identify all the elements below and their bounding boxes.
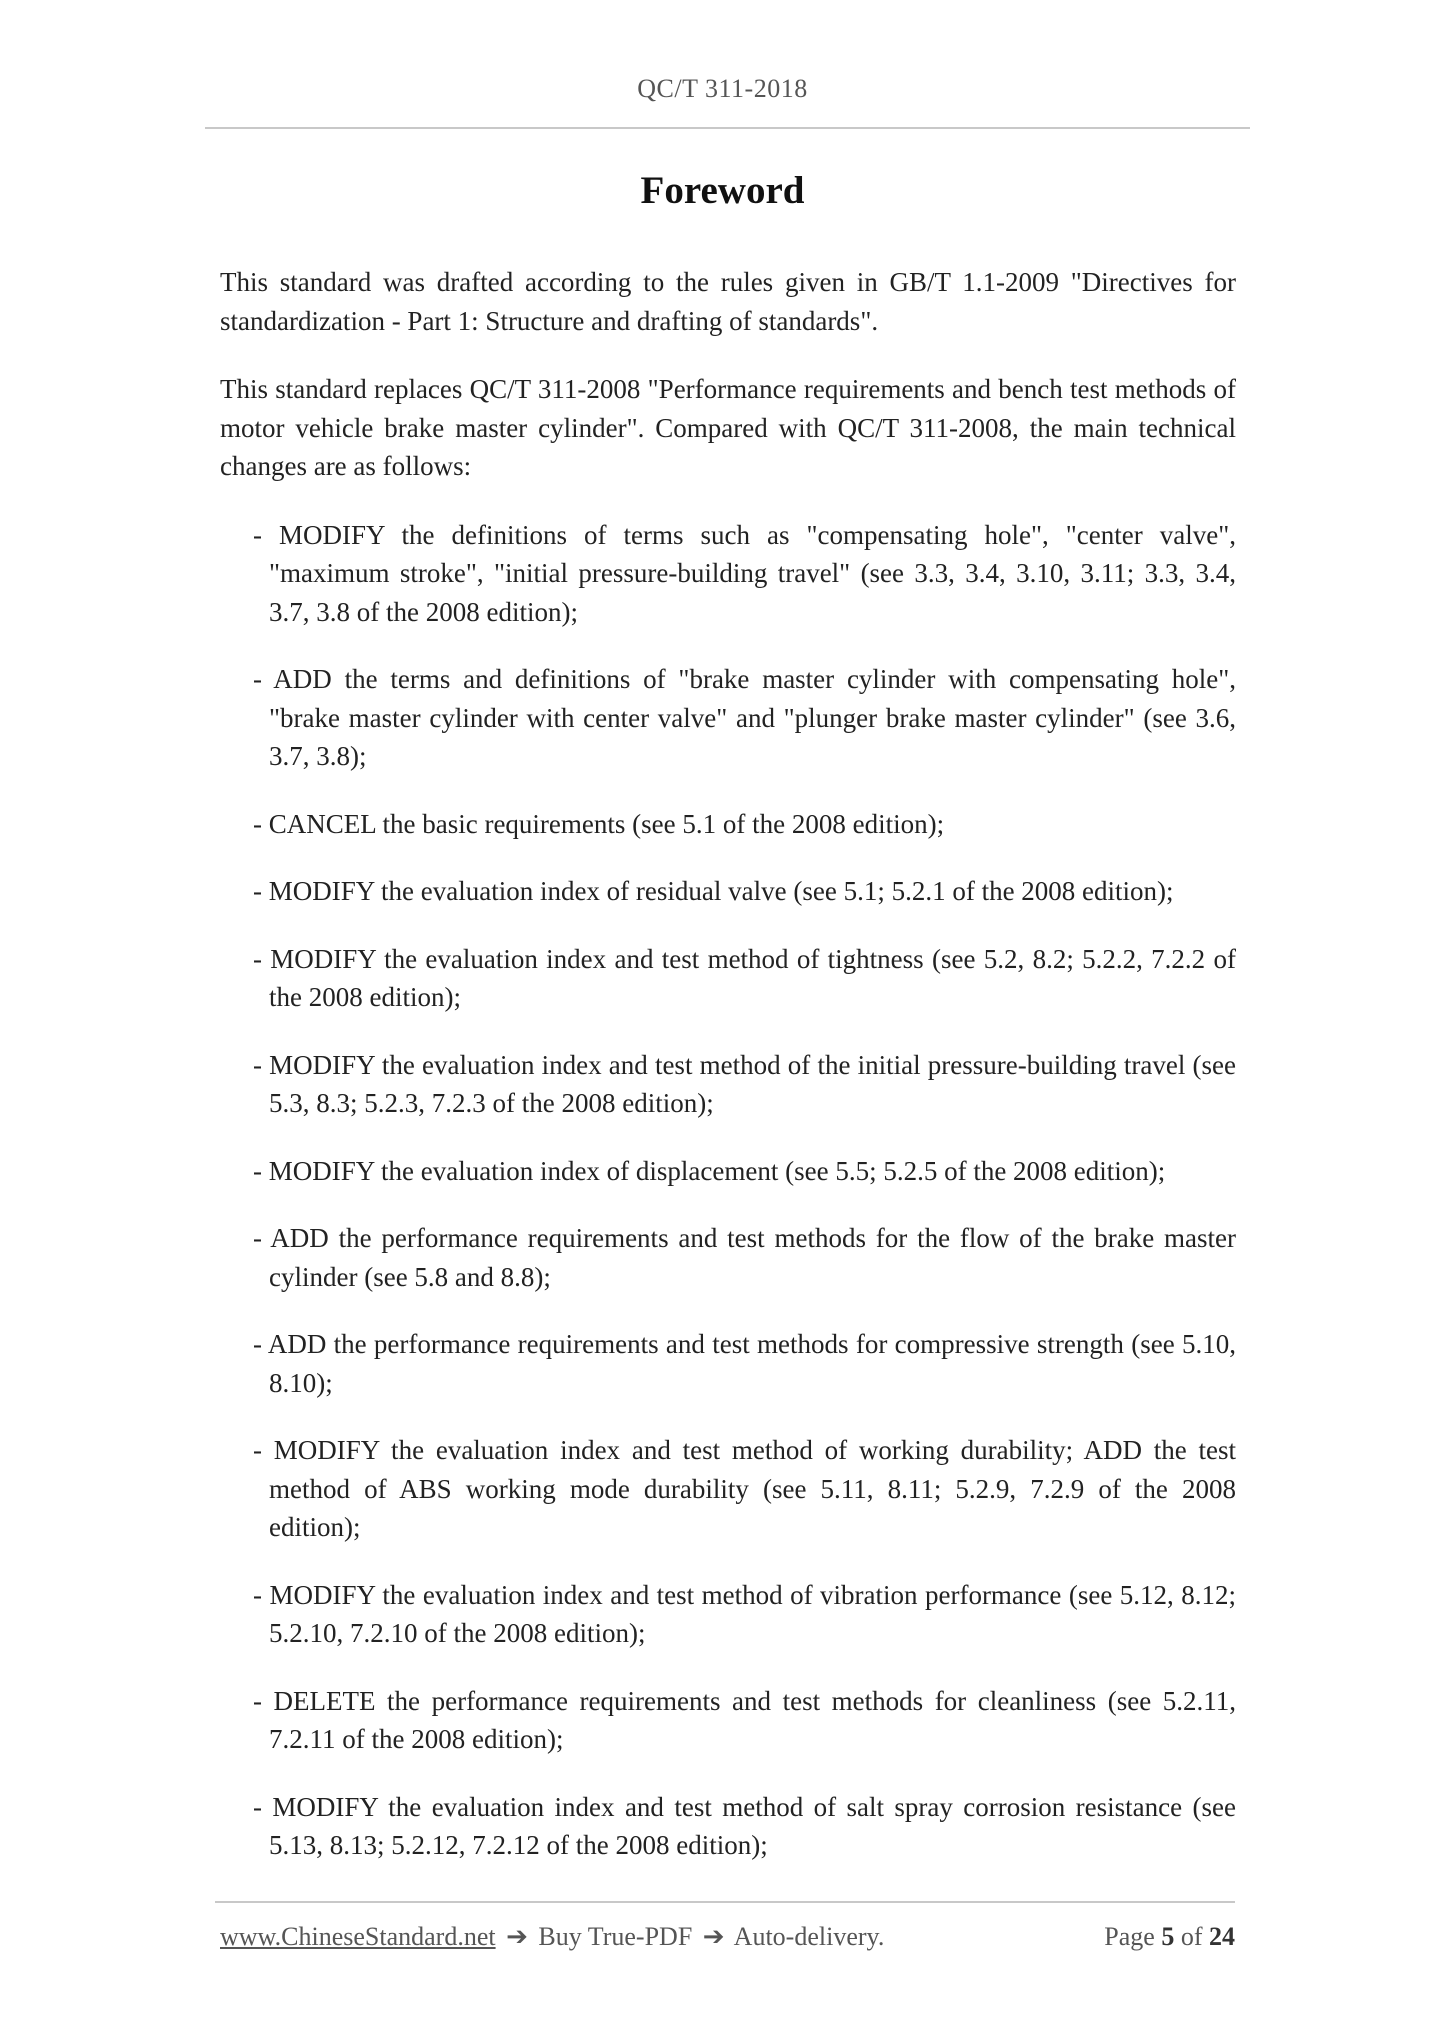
change-item-tightness: - MODIFY the evaluation index and test method of tightness (see 5.2, 8.2; 5.2.2, 7.2.2 of the 2008 edition);	[253, 943, 1236, 1012]
change-item-displacement: - MODIFY the evaluation index of displacement (see 5.5; 5.2.5 of the 2008 edition);	[253, 1155, 1166, 1186]
change-item-working-durability: - MODIFY the evaluation index and test method of working durability; ADD the test method of ABS working mode durability (see 5.11, 8.11; 5.2.9, 7.2.9 of the 2008 edition);	[253, 1435, 1236, 1542]
page-of-label: of	[1180, 1922, 1203, 1951]
buy-true-pdf-text: Buy True-PDF	[538, 1922, 693, 1951]
intro-paragraph-drafting: This standard was drafted according to the rules given in GB/T 1.1-2009 "Directives for standardization - Part 1: Structure and drafting of standards".	[220, 267, 1236, 336]
technical-changes-list	[220, 516, 1236, 1865]
footer-promo	[220, 1922, 884, 1952]
change-item-add-term-definitions: - ADD the terms and definitions of "brake master cylinder with compensating hole", "brake master cylinder with center valve" and "plunger brake master cylinder" (see 3.6, 3.7, 3.8);	[253, 664, 1236, 771]
page-current: 5	[1161, 1922, 1175, 1951]
change-item-compressive-strength: - ADD the performance requirements and test methods for compressive strength (see 5.10, 8.10);	[253, 1329, 1236, 1398]
header-divider	[205, 127, 1250, 129]
change-item-cancel-basic-requirements: - CANCEL the basic requirements (see 5.1 of the 2008 edition);	[253, 808, 945, 839]
change-item-salt-spray: - MODIFY the evaluation index and test method of salt spray corrosion resistance (see 5.13, 8.13; 5.2.12, 7.2.12 of the 2008 edition);	[253, 1791, 1236, 1860]
page-footer	[220, 1922, 1235, 1952]
chinesestandard-link[interactable]: www.ChineseStandard.net	[220, 1922, 496, 1951]
change-item-cleanliness: - DELETE the performance requirements and test methods for cleanliness (see 5.2.11, 7.2.11 of the 2008 edition);	[253, 1685, 1236, 1754]
auto-delivery-text: Auto-delivery.	[733, 1922, 885, 1951]
arrow-right-icon: ➔	[506, 1922, 528, 1951]
page-number	[1104, 1922, 1235, 1952]
intro-paragraph-replaces: This standard replaces QC/T 311-2008 "Performance requirements and bench test methods of motor vehicle brake master cylinder". Compared with QC/T 311-2008, the main technical changes are as follows:	[220, 374, 1236, 481]
change-item-vibration: - MODIFY the evaluation index and test method of vibration performance (see 5.12, 8.12; 5.2.10, 7.2.10 of the 2008 edition);	[253, 1579, 1236, 1648]
change-item-flow: - ADD the performance requirements and test methods for the flow of the brake master cylinder (see 5.8 and 8.8);	[253, 1223, 1236, 1292]
change-item-initial-pressure-travel: - MODIFY the evaluation index and test method of the initial pressure-building travel (see 5.3, 8.3; 5.2.3, 7.2.3 of the 2008 edition);	[253, 1049, 1236, 1118]
change-item-residual-valve: - MODIFY the evaluation index of residual valve (see 5.1; 5.2.1 of the 2008 edition);	[253, 876, 1174, 906]
page-total: 24	[1209, 1922, 1235, 1951]
page-label: Page	[1104, 1922, 1155, 1951]
footer-divider	[215, 1901, 1235, 1903]
arrow-right-icon: ➔	[702, 1922, 725, 1951]
foreword-body	[220, 263, 1236, 1894]
page-header-doc-code: QC/T 311-2018	[637, 74, 808, 103]
change-item-modify-term-definitions: - MODIFY the definitions of terms such as "compensating hole", "center valve", "maximum stroke", "initial pressure-building travel" (see 3.3, 3.4, 3.10, 3.11; 3.3, 3.4, 3.7, 3.8 of the 2008 edition);	[253, 519, 1236, 627]
page-title: Foreword	[640, 169, 805, 212]
